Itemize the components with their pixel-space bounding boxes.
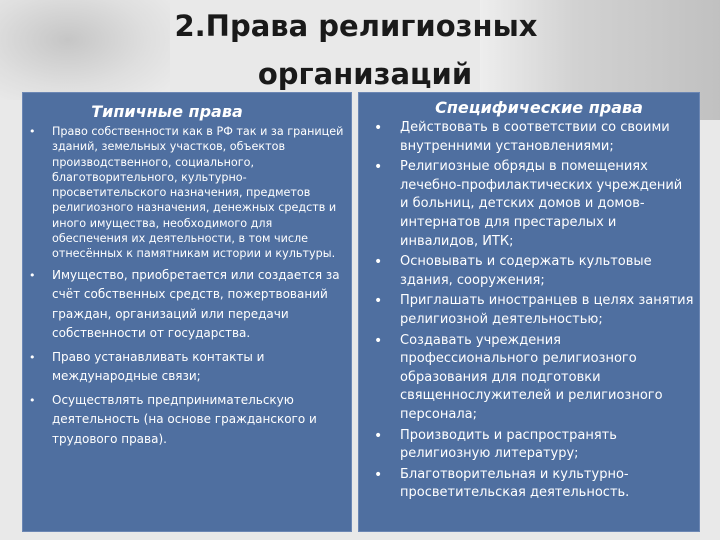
specific-rights-list xyxy=(358,119,700,503)
typical-rights-header: Типичные права xyxy=(91,102,243,121)
list-item-text: Религиозные обряды в помещениях лечебно-профилактических учреждений и больниц, детских домов и домов-интернатов для престарелых и инвалидов, ИТК; xyxy=(400,159,683,249)
list-item-text: Осуществлять предпринимательскую деятельность (на основе гражданского и трудового права). xyxy=(52,392,317,446)
list-item xyxy=(358,427,700,464)
typical-rights-list xyxy=(22,124,352,449)
list-item xyxy=(22,391,352,450)
list-item xyxy=(358,466,700,503)
list-item-text: Действовать в соответствии со своими внутренними установлениями; xyxy=(400,120,670,154)
list-item xyxy=(358,292,700,329)
bullet-icon: • xyxy=(29,125,36,138)
bullet-icon: • xyxy=(29,268,36,282)
bullet-icon: • xyxy=(374,427,383,444)
specific-rights-header: Специфические права xyxy=(435,98,643,117)
bullet-icon: • xyxy=(29,393,36,407)
list-item-text: Имущество, приобретается или создается за счёт собственных средств, пожертвований граждан, организаций или передачи собственности от государства. xyxy=(52,267,340,341)
list-item xyxy=(358,253,700,290)
bullet-icon: • xyxy=(374,159,383,176)
list-item-text: Благотворительная и культурно-просветительская деятельность. xyxy=(400,466,630,501)
slide-title xyxy=(0,2,720,98)
bullet-icon: • xyxy=(374,254,383,271)
typical-rights-panel xyxy=(22,92,352,532)
bullet-icon: • xyxy=(374,466,383,483)
list-item-text: Право устанавливать контакты и международные связи; xyxy=(52,349,265,384)
bullet-icon: • xyxy=(374,120,383,136)
list-item xyxy=(358,119,700,156)
slide-title-line-1: 2.Права религиозных xyxy=(174,9,538,43)
list-item-text: Производить и распространять религиозную литературу; xyxy=(400,427,617,462)
list-item xyxy=(358,332,700,425)
bullet-icon: • xyxy=(374,293,383,310)
list-item-text: Основывать и содержать культовые здания, сооружения; xyxy=(400,254,652,288)
slide-title-line-2: организаций xyxy=(257,57,473,91)
specific-rights-panel xyxy=(358,92,700,532)
list-item xyxy=(22,348,352,387)
list-item-text: Право собственности как в РФ так и за границей зданий, земельных участков, объектов производственного, социального, благотворительного, культурно-просветительского назначения, предметов религиозного назначения, денежных средств и иного имущества, необходимого для обеспечения их деятельности, в том числе отнесённых к памятникам истории и культуры. xyxy=(52,125,344,261)
list-item-text: Создавать учреждения профессионального религиозного образования для подготовки священнослужителей и религиозного персонала; xyxy=(400,332,663,422)
list-item xyxy=(22,266,352,344)
bullet-icon: • xyxy=(29,350,36,364)
list-item xyxy=(22,124,352,262)
list-item-text: Приглашать иностранцев в целях занятия религиозной деятельностью; xyxy=(400,293,694,327)
bullet-icon: • xyxy=(374,332,383,349)
list-item xyxy=(358,158,700,251)
